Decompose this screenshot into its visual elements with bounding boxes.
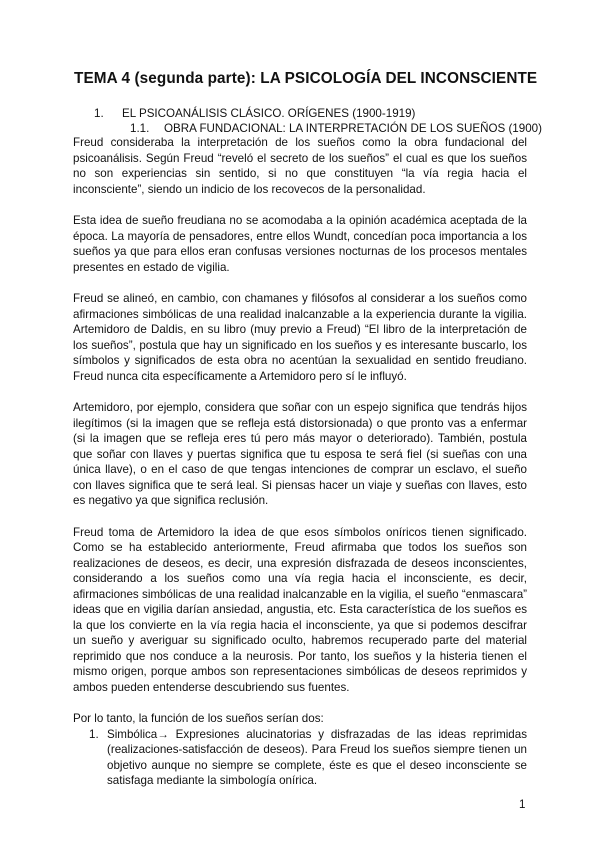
paragraph: Por lo tanto, la función de los sueños serían dos: xyxy=(73,712,324,725)
paragraph: Freud se alineó, en cambio, con chamanes y filósofos al considerar a los sueños como afirmaciones simbólicas de una realidad inalcanzable a la experiencia durante la vigilia. Artemidoro de Daldis, en su libro (muy previo a Freud) “El libro de la interpretación de los sueños”, postula que hay un significado en los sueños y es interesante buscarlo, los símbolos y significados de esta obra no acentúan la sexualidad en sentido freudiano. Freud nunca cita específicamente a Artemidoro pero sí le influyó. xyxy=(73,292,527,383)
list-item-number: 1. xyxy=(89,727,99,741)
subsection-heading xyxy=(130,122,542,135)
paragraph: Esta idea de sueño freudiana no se acomodaba a la opinión académica aceptada de la época. La mayoría de pensadores, entre ellos Wundt, concedían poca importancia a los sueños ya que para ellos eran confusas versiones nocturnas de los procesos mentales presentes en estado de vigilia. xyxy=(73,214,527,274)
section-number: 1. xyxy=(94,107,104,120)
subsection-number: 1.1. xyxy=(130,122,150,135)
paragraph: Artemidoro, por ejemplo, considera que soñar con un espejo significa que tendrás hijos ilegítimos (si la imagen que se refleja está distorsionada) o que pronto vas a enfermar (si la imagen que se refleja eres tú pero más mayor o deteriorado). También, postula que soñar con llaves y puertas significa que tu esposa te será fiel (si sueñas con una única llave), o en el caso de que tengas intenciones de comprar un esclavo, el sueño con llaves significa que te será leal. Si piensas hacer un viaje y sueñas con llaves, esto es negativo ya que significa reclusión. xyxy=(73,401,527,507)
page-number: 1 xyxy=(519,798,526,811)
functions-list xyxy=(73,727,527,789)
list-item xyxy=(73,727,527,789)
paragraph: Freud consideraba la interpretación de los sueños como la obra fundacional del psicoanálisis. Según Freud “reveló el secreto de los sueños” el cual es que los sueños no son experiencias sin sentido, si no que constituyen “la vía regia hacia el inconsciente”, siendo un indicio de los recovecos de la personalidad. xyxy=(73,136,527,196)
section-label: EL PSICOANÁLISIS CLÁSICO. ORÍGENES (1900-1919) xyxy=(122,107,416,120)
document-body xyxy=(73,135,527,789)
paragraph: Freud toma de Artemidoro la idea de que esos símbolos oníricos tienen significado. Como se ha establecido anteriormente, Freud afirmaba que todos los sueños son realizaciones de deseos, es decir, una expresión disfrazada de deseos inconscientes, considerando a los sueños como una vía regia hacia el inconsciente, es decir, afirmaciones simbólicas de una realidad inalcanzable en la vigilia, el sueño “enmascara” ideas que en vigilia darían ansiedad, angustia, etc. Esta característica de los sueños es la que los convierte en la vía regia hacia el inconsciente, ya que si podemos descifrar un sueño y averiguar su significado oculto, habremos recuperado parte del material reprimido que nos conduce a la neurosis. Por tanto, los sueños y la histeria tienen el mismo origen, porque ambos son representaciones simbólicas de deseos reprimidos y ambos pueden entenderse descubriendo sus fuentes. xyxy=(73,525,527,694)
document-title: TEMA 4 (segunda parte): LA PSICOLOGÍA DEL INCONSCIENTE xyxy=(74,70,538,87)
list-item-text: Simbólica→ Expresiones alucinatorias y disfrazadas de las ideas reprimidas (realizaciones-satisfacción de deseos). Para Freud los sueños siempre tienen un objetivo aunque no siempre se complete, éste es que el deseo inconsciente se satisfaga mediante la simbología onírica. xyxy=(107,727,527,787)
subsection-label: OBRA FUNDACIONAL: LA INTERPRETACIÓN DE LOS SUEÑOS (1900) xyxy=(164,122,542,135)
section-heading xyxy=(94,107,415,120)
